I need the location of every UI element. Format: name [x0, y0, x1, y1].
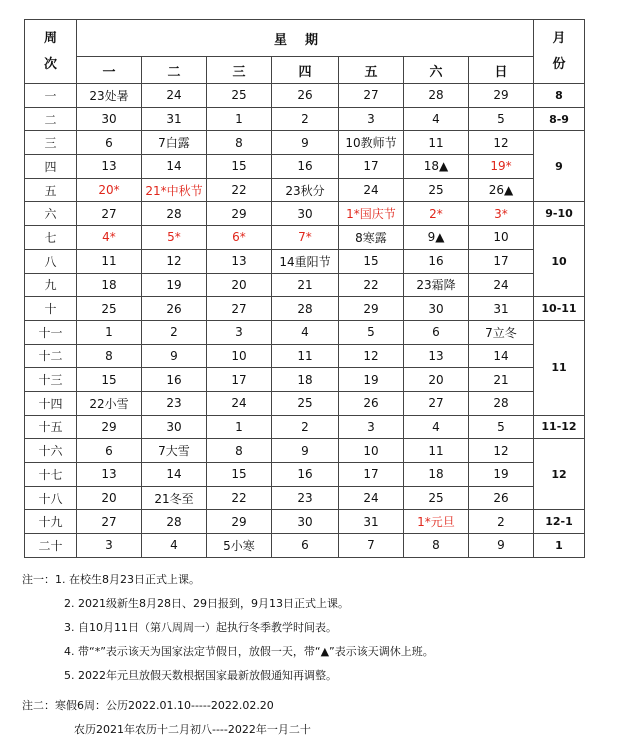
day-cell: 5 [469, 107, 534, 131]
week-row [25, 297, 585, 321]
day-cell: 24 [142, 84, 207, 108]
week-number: 十二 [25, 344, 77, 368]
day-cell: 27 [77, 202, 142, 226]
day-cell: 8 [77, 344, 142, 368]
month-cell: 8 [534, 84, 585, 108]
day-cell: 6 [404, 320, 469, 344]
day-cell: 3 [339, 107, 404, 131]
week-number: 十五 [25, 415, 77, 439]
day-cell: 16 [272, 155, 339, 179]
day-cell: 31 [142, 107, 207, 131]
day-cell: 22 [207, 178, 272, 202]
day-cell: 6 [77, 131, 142, 155]
day-cell: 21 [469, 368, 534, 392]
day-cell: 13 [207, 249, 272, 273]
day-cell: 2 [469, 510, 534, 534]
day-cell: 1 [207, 415, 272, 439]
day-cell: 17 [339, 463, 404, 487]
day-cell: 29 [207, 510, 272, 534]
day-cell: 25 [404, 178, 469, 202]
week-number: 十三 [25, 368, 77, 392]
note1-item: 1. 在校生8月23日正式上课。 [55, 573, 200, 586]
week-column-header [25, 20, 77, 84]
day-cell: 10 [207, 344, 272, 368]
day-cell: 1 [207, 107, 272, 131]
month-cell: 9 [534, 131, 585, 202]
day-cell: 16 [272, 463, 339, 487]
day-cell: 17 [207, 368, 272, 392]
day-cell: 22 [339, 273, 404, 297]
day-cell: 8 [404, 534, 469, 558]
table-header [25, 20, 585, 84]
day-cell: 4* [77, 226, 142, 250]
day-cell: 12 [142, 249, 207, 273]
day-cell: 19 [142, 273, 207, 297]
day-cell: 21*中秋节 [142, 178, 207, 202]
week-number: 三 [25, 131, 77, 155]
day-cell: 9▲ [404, 226, 469, 250]
day-cell: 20 [404, 368, 469, 392]
day-cell: 22小雪 [77, 391, 142, 415]
day-cell: 21冬至 [142, 486, 207, 510]
day-cell: 29 [339, 297, 404, 321]
week-row [25, 439, 585, 463]
day-cell: 29 [469, 84, 534, 108]
day-cell: 23处暑 [77, 84, 142, 108]
day-cell: 30 [272, 202, 339, 226]
month-cell: 12 [534, 439, 585, 510]
week-row [25, 202, 585, 226]
day-cell: 19 [339, 368, 404, 392]
note1-line-2: 2. 2021级新生8月28日、29日报到，9月13日正式上课。 [64, 597, 349, 610]
day-cell: 9 [272, 439, 339, 463]
note1-line-5: 5. 2022年元旦放假天数根据国家最新放假通知再调整。 [64, 669, 337, 682]
month-cell: 11 [534, 320, 585, 415]
day-cell: 30 [142, 415, 207, 439]
day-cell: 8寒露 [339, 226, 404, 250]
week-number: 十六 [25, 439, 77, 463]
day-cell: 26 [339, 391, 404, 415]
week-row [25, 155, 585, 179]
day-cell: 6* [207, 226, 272, 250]
day-cell: 15 [77, 368, 142, 392]
weekday-group-header: 星期 [77, 20, 534, 57]
day-cell: 30 [272, 510, 339, 534]
day-cell: 20* [77, 178, 142, 202]
day-cell: 26▲ [469, 178, 534, 202]
day-cell: 27 [77, 510, 142, 534]
day-cell: 28 [142, 202, 207, 226]
day-cell: 20 [77, 486, 142, 510]
notes-section [22, 568, 622, 742]
day-cell: 15 [339, 249, 404, 273]
day-cell: 26 [469, 486, 534, 510]
week-row [25, 415, 585, 439]
school-calendar-table [24, 19, 585, 558]
day-cell: 13 [77, 463, 142, 487]
day-cell: 31 [469, 297, 534, 321]
day-cell: 21 [272, 273, 339, 297]
day-cell: 10 [469, 226, 534, 250]
day-cell: 28 [404, 84, 469, 108]
day-cell: 23 [272, 486, 339, 510]
day-cell: 28 [272, 297, 339, 321]
week-row [25, 273, 585, 297]
month-cell: 12-1 [534, 510, 585, 534]
day-cell: 22 [207, 486, 272, 510]
day-cell: 2 [272, 415, 339, 439]
week-column-header-text: 周次 [43, 30, 57, 72]
week-number: 六 [25, 202, 77, 226]
day-cell: 24 [339, 486, 404, 510]
day-cell: 14重阳节 [272, 249, 339, 273]
day-cell: 31 [339, 510, 404, 534]
week-row [25, 226, 585, 250]
week-row [25, 344, 585, 368]
day-cell: 8 [207, 131, 272, 155]
day-cell: 5 [469, 415, 534, 439]
day-cell: 1*元旦 [404, 510, 469, 534]
day-cell: 25 [404, 486, 469, 510]
day-cell: 3* [469, 202, 534, 226]
month-column-header [534, 20, 585, 84]
day-cell: 15 [207, 463, 272, 487]
weekday-header: 五 [339, 57, 404, 84]
day-cell: 2* [404, 202, 469, 226]
weekday-header: 二 [142, 57, 207, 84]
week-number: 八 [25, 249, 77, 273]
day-cell: 12 [339, 344, 404, 368]
week-row [25, 178, 585, 202]
day-cell: 23霜降 [404, 273, 469, 297]
day-cell: 17 [469, 249, 534, 273]
month-cell: 9-10 [534, 202, 585, 226]
day-cell: 2 [142, 320, 207, 344]
day-cell: 29 [77, 415, 142, 439]
note2-line-1 [22, 694, 622, 718]
day-cell: 7大雪 [142, 439, 207, 463]
week-row [25, 249, 585, 273]
day-cell: 27 [404, 391, 469, 415]
month-column-header-text: 月份 [552, 30, 566, 72]
day-cell: 19* [469, 155, 534, 179]
day-cell: 14 [142, 463, 207, 487]
day-cell: 27 [207, 297, 272, 321]
day-cell: 7 [339, 534, 404, 558]
day-cell: 18 [77, 273, 142, 297]
week-number: 一 [25, 84, 77, 108]
day-cell: 6 [272, 534, 339, 558]
day-cell: 17 [339, 155, 404, 179]
week-number: 九 [25, 273, 77, 297]
month-cell: 10 [534, 226, 585, 297]
day-cell: 26 [272, 84, 339, 108]
weekday-header: 日 [469, 57, 534, 84]
note1-prefix: 注一： [22, 573, 55, 586]
day-cell: 19 [469, 463, 534, 487]
day-cell: 7白露 [142, 131, 207, 155]
day-cell: 28 [469, 391, 534, 415]
week-number: 十 [25, 297, 77, 321]
day-cell: 7立冬 [469, 320, 534, 344]
week-row [25, 320, 585, 344]
day-cell: 3 [207, 320, 272, 344]
day-cell: 18 [272, 368, 339, 392]
day-cell: 1*国庆节 [339, 202, 404, 226]
week-number: 五 [25, 178, 77, 202]
day-cell: 5小寒 [207, 534, 272, 558]
day-cell: 8 [207, 439, 272, 463]
day-cell: 3 [339, 415, 404, 439]
week-number: 十七 [25, 463, 77, 487]
day-cell: 25 [207, 84, 272, 108]
day-cell: 5* [142, 226, 207, 250]
day-cell: 12 [469, 439, 534, 463]
weekday-header: 三 [207, 57, 272, 84]
day-cell: 14 [469, 344, 534, 368]
day-cell: 4 [404, 107, 469, 131]
day-cell: 2 [272, 107, 339, 131]
day-cell: 11 [77, 249, 142, 273]
day-cell: 13 [77, 155, 142, 179]
day-cell: 23 [142, 391, 207, 415]
week-row [25, 391, 585, 415]
week-row [25, 486, 585, 510]
note2-item: 寒假6周：公历2022.01.10-----2022.02.20 [55, 699, 274, 712]
day-cell: 10教师节 [339, 131, 404, 155]
month-cell: 8-9 [534, 107, 585, 131]
day-cell: 4 [142, 534, 207, 558]
weekday-header: 六 [404, 57, 469, 84]
day-cell: 11 [272, 344, 339, 368]
day-cell: 30 [404, 297, 469, 321]
day-cell: 25 [272, 391, 339, 415]
day-cell: 9 [272, 131, 339, 155]
day-cell: 28 [142, 510, 207, 534]
week-number: 十九 [25, 510, 77, 534]
note1-line-3: 3. 自10月11日（第八周周一）起执行冬季教学时间表。 [64, 621, 337, 634]
month-cell: 1 [534, 534, 585, 558]
day-cell: 12 [469, 131, 534, 155]
day-cell: 29 [207, 202, 272, 226]
day-cell: 24 [339, 178, 404, 202]
week-row [25, 107, 585, 131]
day-cell: 16 [404, 249, 469, 273]
week-number: 七 [25, 226, 77, 250]
day-cell: 11 [404, 439, 469, 463]
note2-line-2: 农历2021年农历十二月初八----2022年一月二十 [74, 723, 311, 736]
week-row [25, 368, 585, 392]
day-cell: 14 [142, 155, 207, 179]
week-number: 二十 [25, 534, 77, 558]
week-number: 二 [25, 107, 77, 131]
note1-line-1 [22, 568, 622, 592]
day-cell: 11 [404, 131, 469, 155]
week-row [25, 131, 585, 155]
day-cell: 20 [207, 273, 272, 297]
day-cell: 18 [404, 463, 469, 487]
day-cell: 15 [207, 155, 272, 179]
weekday-header: 四 [272, 57, 339, 84]
month-cell: 11-12 [534, 415, 585, 439]
week-row [25, 463, 585, 487]
day-cell: 9 [469, 534, 534, 558]
day-cell: 9 [142, 344, 207, 368]
day-cell: 24 [207, 391, 272, 415]
week-row [25, 534, 585, 558]
calendar-body [25, 84, 585, 558]
day-cell: 16 [142, 368, 207, 392]
weekday-header: 一 [77, 57, 142, 84]
day-cell: 3 [77, 534, 142, 558]
day-cell: 1 [77, 320, 142, 344]
day-cell: 7* [272, 226, 339, 250]
day-cell: 25 [77, 297, 142, 321]
day-cell: 30 [77, 107, 142, 131]
week-number: 四 [25, 155, 77, 179]
day-cell: 13 [404, 344, 469, 368]
note2-prefix: 注二： [22, 699, 55, 712]
day-cell: 18▲ [404, 155, 469, 179]
day-cell: 26 [142, 297, 207, 321]
week-row [25, 510, 585, 534]
month-cell: 10-11 [534, 297, 585, 321]
week-number: 十八 [25, 486, 77, 510]
week-number: 十四 [25, 391, 77, 415]
day-cell: 6 [77, 439, 142, 463]
day-cell: 23秋分 [272, 178, 339, 202]
day-cell: 4 [272, 320, 339, 344]
day-cell: 4 [404, 415, 469, 439]
week-number: 十一 [25, 320, 77, 344]
day-cell: 5 [339, 320, 404, 344]
day-cell: 10 [339, 439, 404, 463]
week-row [25, 84, 585, 108]
note1-line-4: 4. 带“*”表示该天为国家法定节假日，放假一天，带“▲”表示该天调休上班。 [64, 645, 434, 658]
day-cell: 24 [469, 273, 534, 297]
day-cell: 27 [339, 84, 404, 108]
